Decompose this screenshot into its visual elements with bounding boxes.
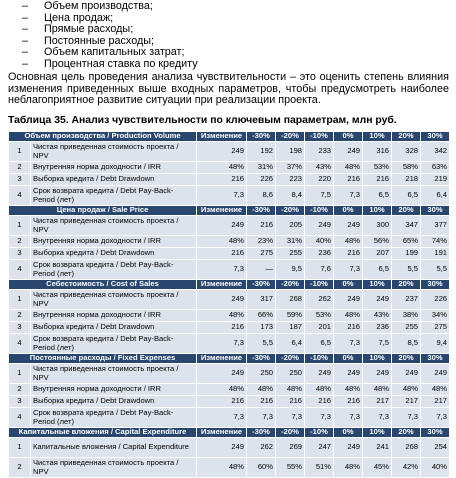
scenario-value: 48% [363, 384, 392, 396]
table-row [9, 310, 450, 322]
parameter-list [22, 1, 442, 71]
base-value: 249 [197, 364, 247, 384]
scenario-value: 249 [363, 364, 392, 384]
base-value: 7,3 [197, 408, 247, 428]
scenario-value: 247 [305, 438, 334, 458]
table-row [9, 396, 450, 408]
dash-bullet-icon: – [22, 0, 29, 12]
parameter-list-text: Постоянные расходы; [44, 34, 155, 47]
scenario-value: 249 [392, 364, 421, 384]
scenario-value: 249 [363, 290, 392, 310]
scenario-value: 187 [276, 322, 305, 334]
column-header: 10% [363, 354, 392, 364]
column-header: -10% [305, 428, 334, 438]
column-header: 20% [392, 280, 421, 290]
column-header: Изменение [197, 206, 247, 216]
row-number: 3 [9, 322, 31, 334]
section-title: Капитальные вложения / Capital Expenditure [9, 428, 197, 438]
scenario-value: 218 [392, 174, 421, 186]
column-header: -20% [276, 428, 305, 438]
scenario-value: 201 [305, 322, 334, 334]
column-header: -30% [247, 428, 276, 438]
scenario-value: 233 [305, 142, 334, 162]
sensitivity-table-body [9, 132, 450, 478]
scenario-value: 48% [334, 310, 363, 322]
row-label: Чистая приведенная стоимость проекта / NPV [31, 142, 197, 162]
scenario-value: 37% [276, 162, 305, 174]
scenario-value: 43% [363, 310, 392, 322]
scenario-value: 51% [305, 458, 334, 478]
scenario-value: 48% [421, 384, 450, 396]
parameter-list-text: Объем производства; [44, 0, 153, 12]
scenario-value: 8,6 [247, 186, 276, 206]
scenario-value: 255 [392, 322, 421, 334]
scenario-value: 255 [276, 248, 305, 260]
table-row [9, 142, 450, 162]
scenario-value: 9,5 [276, 260, 305, 280]
scenario-value: 9,4 [421, 334, 450, 354]
scenario-value: 262 [305, 290, 334, 310]
column-header: 30% [421, 280, 450, 290]
scenario-value: 42% [392, 458, 421, 478]
scenario-value: 48% [392, 384, 421, 396]
scenario-value: 48% [276, 384, 305, 396]
table-row [9, 248, 450, 260]
scenario-value: 223 [276, 174, 305, 186]
column-header: -20% [276, 280, 305, 290]
row-number: 2 [9, 236, 31, 248]
column-header: Изменение [197, 428, 247, 438]
table-row [9, 322, 450, 334]
column-header: Изменение [197, 354, 247, 364]
scenario-value: 216 [305, 396, 334, 408]
table-row [9, 438, 450, 458]
column-header: 30% [421, 428, 450, 438]
column-header: 30% [421, 354, 450, 364]
base-value: 249 [197, 142, 247, 162]
scenario-value: 249 [334, 290, 363, 310]
base-value: 48% [197, 458, 247, 478]
scenario-value: 241 [363, 438, 392, 458]
scenario-value: 254 [421, 438, 450, 458]
scenario-value: 236 [305, 248, 334, 260]
row-number: 4 [9, 334, 31, 354]
scenario-value: 220 [305, 174, 334, 186]
scenario-value: 7,6 [305, 260, 334, 280]
column-header: 0% [334, 428, 363, 438]
scenario-value: 6,5 [305, 334, 334, 354]
column-header: 0% [334, 354, 363, 364]
section-header-row [9, 206, 450, 216]
scenario-value: 53% [305, 310, 334, 322]
column-header: -30% [247, 354, 276, 364]
scenario-value: 48% [305, 384, 334, 396]
base-value: 249 [197, 438, 247, 458]
scenario-value: 342 [421, 142, 450, 162]
scenario-value: 249 [334, 364, 363, 384]
row-label: Внутренняя норма доходности / IRR [31, 310, 197, 322]
scenario-value: 48% [334, 162, 363, 174]
scenario-value: 66% [247, 310, 276, 322]
scenario-value: — [247, 260, 276, 280]
scenario-value: 74% [421, 236, 450, 248]
scenario-value: 6,4 [421, 186, 450, 206]
scenario-value: 6,5 [392, 186, 421, 206]
scenario-value: 262 [247, 438, 276, 458]
row-number: 3 [9, 248, 31, 260]
scenario-value: 269 [276, 438, 305, 458]
scenario-value: 48% [334, 458, 363, 478]
row-label: Срок возврата кредита / Debt Pay-Back-Period (лет) [31, 408, 197, 428]
row-label: Чистая приведенная стоимость проекта / NPV [31, 458, 197, 478]
table-row [9, 236, 450, 248]
scenario-value: 7,5 [305, 186, 334, 206]
scenario-value: 48% [334, 236, 363, 248]
scenario-value: 216 [334, 396, 363, 408]
section-header-row [9, 428, 450, 438]
row-label: Чистая приведенная стоимость проекта / NPV [31, 216, 197, 236]
scenario-value: 219 [421, 174, 450, 186]
scenario-value: 249 [334, 142, 363, 162]
scenario-value: 236 [363, 322, 392, 334]
table-row [9, 162, 450, 174]
column-header: 20% [392, 428, 421, 438]
scenario-value: 40% [305, 236, 334, 248]
row-number: 1 [9, 216, 31, 236]
scenario-value: 226 [421, 290, 450, 310]
row-label: Срок возврата кредита / Debt Pay-Back-Period (лет) [31, 334, 197, 354]
scenario-value: 207 [363, 248, 392, 260]
scenario-value: 7,3 [334, 260, 363, 280]
base-value: 216 [197, 396, 247, 408]
row-number: 4 [9, 186, 31, 206]
column-header: -20% [276, 132, 305, 142]
column-header: -10% [305, 280, 334, 290]
section-title: Постоянные расходы / Fixed Expenses [9, 354, 197, 364]
column-header: 0% [334, 280, 363, 290]
row-number: 4 [9, 260, 31, 280]
base-value: 7,3 [197, 186, 247, 206]
section-title: Цена продаж / Sale Price [9, 206, 197, 216]
row-label: Внутренняя норма доходности / IRR [31, 162, 197, 174]
parameter-list-text: Процентная ставка по кредиту [44, 57, 198, 70]
scenario-value: 268 [276, 290, 305, 310]
scenario-value: 217 [363, 396, 392, 408]
scenario-value: 5,5 [392, 260, 421, 280]
scenario-value: 6,5 [363, 186, 392, 206]
scenario-value: 7,3 [334, 408, 363, 428]
scenario-value: 5,5 [421, 260, 450, 280]
column-header: -30% [247, 280, 276, 290]
scenario-value: 40% [421, 458, 450, 478]
table-caption: Таблица 35. Анализ чувствительности по ключевым параметрам, млн руб. [8, 115, 397, 126]
scenario-value: 250 [276, 364, 305, 384]
base-value: 48% [197, 162, 247, 174]
base-value: 7,3 [197, 334, 247, 354]
scenario-value: 8,5 [392, 334, 421, 354]
row-number: 1 [9, 438, 31, 458]
scenario-value: 216 [363, 174, 392, 186]
column-header: -20% [276, 206, 305, 216]
scenario-value: 48% [334, 384, 363, 396]
scenario-value: 23% [247, 236, 276, 248]
scenario-value: 249 [305, 364, 334, 384]
column-header: -30% [247, 206, 276, 216]
scenario-value: 38% [392, 310, 421, 322]
base-value: 48% [197, 236, 247, 248]
row-label: Внутренняя норма доходности / IRR [31, 236, 197, 248]
scenario-value: 347 [392, 216, 421, 236]
column-header: 10% [363, 206, 392, 216]
table-row [9, 458, 450, 478]
scenario-value: 377 [421, 216, 450, 236]
scenario-value: 6,4 [276, 334, 305, 354]
scenario-value: 328 [392, 142, 421, 162]
parameter-list-text: Цена продаж; [44, 11, 114, 24]
column-header: -10% [305, 354, 334, 364]
base-value: 48% [197, 384, 247, 396]
scenario-value: 34% [421, 310, 450, 322]
row-label: Выборка кредита / Debt Drawdown [31, 248, 197, 260]
column-header: 10% [363, 280, 392, 290]
dash-bullet-icon: – [22, 57, 29, 70]
scenario-value: 217 [392, 396, 421, 408]
scenario-value: 7,3 [421, 408, 450, 428]
row-number: 1 [9, 142, 31, 162]
scenario-value: 300 [363, 216, 392, 236]
dash-bullet-icon: – [22, 46, 29, 59]
scenario-value: 237 [392, 290, 421, 310]
base-value: 48% [197, 310, 247, 322]
row-label: Выборка кредита / Debt Drawdown [31, 396, 197, 408]
row-number: 2 [9, 458, 31, 478]
scenario-value: 7,3 [276, 408, 305, 428]
scenario-value: 7,3 [392, 408, 421, 428]
scenario-value: 199 [392, 248, 421, 260]
scenario-value: 275 [421, 322, 450, 334]
row-label: Выборка кредита / Debt Drawdown [31, 174, 197, 186]
scenario-value: 59% [276, 310, 305, 322]
table-row [9, 186, 450, 206]
column-header: -30% [247, 132, 276, 142]
table-row [9, 174, 450, 186]
column-header: 20% [392, 354, 421, 364]
column-header: -10% [305, 132, 334, 142]
row-number: 1 [9, 364, 31, 384]
table-row [9, 334, 450, 354]
section-title: Объем производства / Production Volume [9, 132, 197, 142]
column-header: 10% [363, 132, 392, 142]
column-header: 0% [334, 132, 363, 142]
scenario-value: 5,5 [247, 334, 276, 354]
scenario-value: 31% [276, 236, 305, 248]
scenario-value: 7,3 [305, 408, 334, 428]
base-value: 216 [197, 174, 247, 186]
row-number: 3 [9, 174, 31, 186]
row-label: Выборка кредита / Debt Drawdown [31, 322, 197, 334]
column-header: 30% [421, 132, 450, 142]
column-header: 0% [334, 206, 363, 216]
scenario-value: 60% [247, 458, 276, 478]
dash-bullet-icon: – [22, 11, 29, 24]
scenario-value: 7,3 [334, 186, 363, 206]
scenario-value: 173 [247, 322, 276, 334]
scenario-value: 48% [247, 384, 276, 396]
scenario-value: 56% [363, 236, 392, 248]
scenario-value: 31% [247, 162, 276, 174]
scenario-value: 205 [276, 216, 305, 236]
table-row [9, 408, 450, 428]
scenario-value: 63% [421, 162, 450, 174]
intro-paragraph: Основная цель проведения анализа чувствительности – это оценить степень влияния изменения приведенных выше входных параметров, чтобы предусмотреть наиболее неблагоприятное развитие ситуации при реализации проекта. [8, 71, 449, 107]
column-header: -20% [276, 354, 305, 364]
table-row [9, 364, 450, 384]
scenario-value: 45% [363, 458, 392, 478]
scenario-value: 250 [247, 364, 276, 384]
row-label: Срок возврата кредита / Debt Pay-Back-Period (лет) [31, 186, 197, 206]
column-header: Изменение [197, 280, 247, 290]
base-value: 249 [197, 290, 247, 310]
scenario-value: 216 [334, 248, 363, 260]
section-title: Себестоимость / Cost of Sales [9, 280, 197, 290]
scenario-value: 217 [421, 396, 450, 408]
row-number: 2 [9, 162, 31, 174]
row-label: Капитальные вложения / Capital Expenditure [31, 438, 197, 458]
scenario-value: 191 [421, 248, 450, 260]
scenario-value: 7,3 [363, 408, 392, 428]
base-value: 216 [197, 248, 247, 260]
scenario-value: 275 [247, 248, 276, 260]
scenario-value: 216 [247, 216, 276, 236]
row-number: 2 [9, 310, 31, 322]
table-row [9, 216, 450, 236]
row-number: 3 [9, 396, 31, 408]
parameter-list-item [22, 59, 442, 71]
scenario-value: 7,3 [334, 334, 363, 354]
table-row [9, 260, 450, 280]
scenario-value: 216 [334, 174, 363, 186]
column-header: 10% [363, 428, 392, 438]
base-value: 249 [197, 216, 247, 236]
table-row [9, 290, 450, 310]
row-label: Чистая приведенная стоимость проекта / NPV [31, 364, 197, 384]
scenario-value: 268 [392, 438, 421, 458]
row-number: 1 [9, 290, 31, 310]
column-header: Изменение [197, 132, 247, 142]
section-header-row [9, 280, 450, 290]
scenario-value: 58% [392, 162, 421, 174]
scenario-value: 249 [421, 364, 450, 384]
dash-bullet-icon: – [22, 34, 29, 47]
scenario-value: 43% [305, 162, 334, 174]
scenario-value: 198 [276, 142, 305, 162]
column-header: 20% [392, 206, 421, 216]
parameter-list-text: Объем капитальных затрат; [44, 46, 185, 59]
section-header-row [9, 354, 450, 364]
scenario-value: 216 [276, 396, 305, 408]
section-header-row [9, 132, 450, 142]
row-label: Чистая приведенная стоимость проекта / NPV [31, 290, 197, 310]
scenario-value: 7,5 [363, 334, 392, 354]
scenario-value: 192 [247, 142, 276, 162]
base-value: 216 [197, 322, 247, 334]
dash-bullet-icon: – [22, 23, 29, 36]
row-label: Внутренняя норма доходности / IRR [31, 384, 197, 396]
scenario-value: 216 [334, 322, 363, 334]
scenario-value: 7,3 [247, 408, 276, 428]
scenario-value: 317 [247, 290, 276, 310]
column-header: -10% [305, 206, 334, 216]
scenario-value: 216 [247, 396, 276, 408]
scenario-value: 55% [276, 458, 305, 478]
scenario-value: 249 [334, 216, 363, 236]
scenario-value: 226 [247, 174, 276, 186]
scenario-value: 249 [334, 438, 363, 458]
scenario-value: 316 [363, 142, 392, 162]
parameter-list-text: Прямые расходы; [44, 23, 134, 36]
sensitivity-table [8, 131, 450, 478]
scenario-value: 65% [392, 236, 421, 248]
scenario-value: 249 [305, 216, 334, 236]
column-header: 30% [421, 206, 450, 216]
table-row [9, 384, 450, 396]
scenario-value: 53% [363, 162, 392, 174]
base-value: 7,3 [197, 260, 247, 280]
column-header: 20% [392, 132, 421, 142]
scenario-value: 8,4 [276, 186, 305, 206]
row-label: Срок возврата кредита / Debt Pay-Back-Period (лет) [31, 260, 197, 280]
row-number: 4 [9, 408, 31, 428]
scenario-value: 6,5 [363, 260, 392, 280]
row-number: 2 [9, 384, 31, 396]
